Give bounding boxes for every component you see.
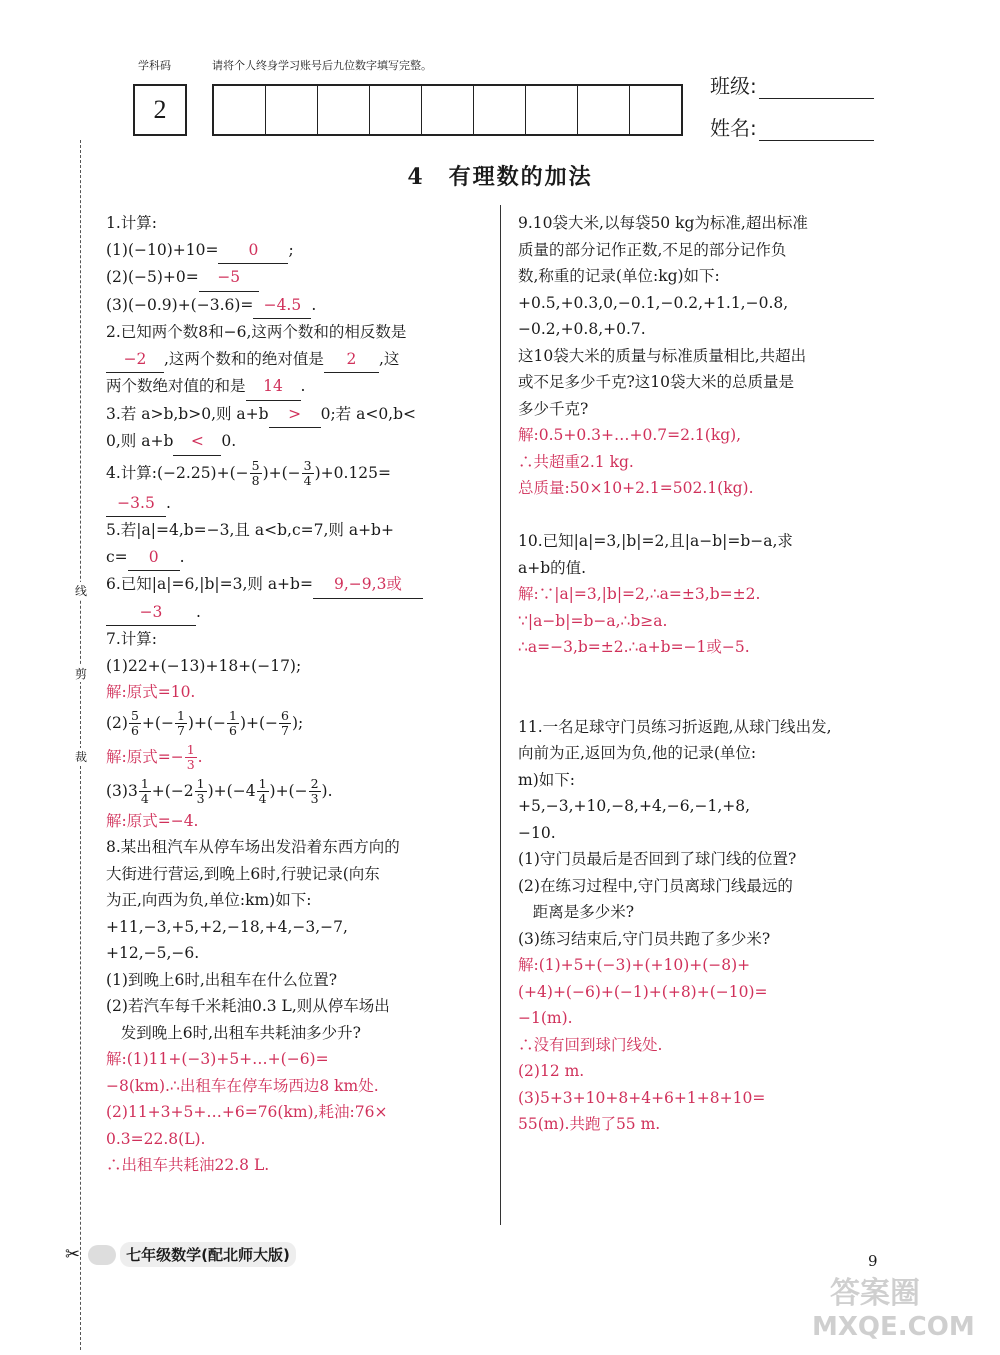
question-line [106, 456, 491, 490]
digit-cell[interactable] [526, 86, 578, 134]
text-run: −0.2,+0.8,+0.7. [518, 320, 646, 338]
text-run: ∴a=−3,b=±2.∴a+b=−1或−5. [518, 638, 750, 656]
question-line [518, 899, 898, 926]
question-line [518, 820, 898, 847]
text-run: (3)练习结束后,守门员共跑了多少米? [518, 929, 771, 948]
text-run: 7.计算: [106, 630, 158, 648]
answer-blank: 0 [218, 237, 288, 265]
answer-blank: 2 [324, 346, 379, 374]
question-line [106, 626, 491, 653]
text-run: 4.计算:(−2.25)+(− [106, 463, 249, 482]
text-run: 数,称重的记录(单位:kg)如下: [518, 267, 720, 285]
text-run: +11,−3,+5,+2,−18,+4,−3,−7, [106, 917, 348, 936]
fraction-denominator: 7 [176, 723, 185, 738]
answer-blank: < [173, 428, 221, 456]
text-run: 11.一名足球守门员练习折返跑,从球门线出发, [518, 717, 832, 736]
fraction-numerator: 1 [140, 776, 149, 791]
text-run: ∴共超重2.1 kg. [518, 452, 634, 471]
text-run: ,这两个数和的绝对值是 [164, 349, 324, 368]
digit-cell[interactable] [318, 86, 370, 134]
watermark-url: MXQE.COM [812, 1312, 975, 1342]
fraction-denominator: 6 [228, 723, 237, 738]
question-line [518, 767, 898, 794]
text-run: )+(− [187, 713, 226, 732]
text-run: 解:∵|a|=3,|b|=2,∴a=±3,b=±2. [518, 585, 761, 603]
text-run: 解:原式=− [106, 747, 184, 766]
text-run: (3)5+3+10+8+4+6+1+8+10= [518, 1088, 766, 1107]
text-run: 3.若 a>b,b>0,则 a+b [106, 404, 269, 423]
fraction [250, 459, 262, 488]
text-run: (1)到晚上6时,出租车在什么位置? [106, 970, 338, 989]
fraction [175, 709, 187, 738]
text-run: +5,−3,+10,−8,+4,−6,−1,+8, [518, 797, 751, 815]
cut-line [80, 140, 81, 1350]
text-run: 10.已知|a|=3,|b|=2,且|a−b|=b−a,求 [518, 532, 793, 550]
question-line [518, 263, 898, 290]
text-run: 或不足多少千克?这10袋大米的总质量是 [518, 373, 795, 391]
question-line [106, 428, 491, 456]
gear-icon [88, 1245, 116, 1265]
solution-line [518, 1005, 898, 1032]
solution-line [106, 808, 491, 835]
text-run: 2.已知两个数8和−6,这两个数和的相反数是 [106, 323, 407, 341]
fraction-denominator: 4 [140, 791, 149, 806]
question-line [518, 290, 898, 317]
fraction-denominator: 3 [186, 757, 195, 772]
fraction [257, 777, 269, 806]
text-run: )+(− [262, 463, 301, 482]
answer-blank: −3.5 [106, 490, 166, 518]
solution-line [518, 1111, 898, 1138]
text-run: 总质量:50×10+2.1=502.1(kg). [518, 479, 754, 497]
question-line [518, 316, 898, 343]
text-run: 55(m).共跑了55 m. [518, 1115, 661, 1133]
solution-line [106, 1073, 491, 1100]
solution-line [518, 449, 898, 476]
text-run: −8(km).∴出租车在停车场西边8 km处. [106, 1076, 379, 1095]
fraction [302, 459, 314, 488]
text-run: 0.3=22.8(L). [106, 1129, 206, 1148]
footer [65, 1242, 296, 1267]
question-line [518, 343, 898, 370]
question-line [518, 555, 898, 582]
fraction-numerator: 1 [176, 708, 185, 723]
text-run: 大街进行营运,到晚上6时,行驶记录(向东 [106, 864, 380, 883]
text-run: −10. [518, 823, 556, 842]
text-run: 解:原式=10. [106, 683, 196, 701]
text-run: ∴没有回到球门线处. [518, 1035, 663, 1054]
question-line [106, 1020, 491, 1047]
question-line [518, 873, 898, 900]
text-run: 解:(1)+5+(−3)+(+10)+(−8)+ [518, 956, 751, 974]
question-line [518, 926, 898, 953]
fraction-numerator: 6 [281, 708, 289, 723]
question-line [106, 346, 491, 374]
text-run: 0. [221, 432, 237, 450]
text-run: 5.若|a|=4,b=−3,且 a<b,c=7,则 a+b+ [106, 521, 394, 539]
question-line [518, 846, 898, 873]
question-line [518, 793, 898, 820]
class-label: 班级: [710, 74, 757, 98]
fraction-numerator: 2 [310, 776, 319, 791]
fraction [195, 777, 207, 806]
text-run: . [166, 493, 171, 512]
answer-blank: 9,−9,3或 [313, 571, 423, 599]
text-run: 两个数绝对值的和是 [106, 377, 246, 395]
digit-cell[interactable] [474, 86, 526, 134]
question-line [106, 940, 491, 967]
question-line [518, 714, 898, 741]
question-line [106, 237, 491, 265]
question-line [106, 599, 491, 627]
text-run: 解:(1)11+(−3)+5+…+(−6)= [106, 1050, 329, 1068]
text-run: (+4)+(−6)+(−1)+(+8)+(−10)= [518, 982, 768, 1001]
text-run: m)如下: [518, 770, 575, 789]
solution-line [106, 679, 491, 706]
question-line [518, 661, 898, 688]
fraction [139, 777, 151, 806]
cut-label-xian: 线 [75, 584, 88, 598]
question-line [106, 517, 491, 544]
question-line [518, 528, 898, 555]
cut-label-jian: 剪 [75, 667, 88, 681]
text-run: . [300, 377, 306, 395]
text-run: (3)3 [106, 781, 138, 800]
solution-line [106, 740, 491, 774]
text-run: ,这 [378, 349, 400, 368]
digit-cell[interactable] [630, 86, 681, 134]
fraction-numerator: 5 [130, 708, 139, 723]
answer-blank: −2 [106, 346, 164, 374]
question-line [106, 373, 491, 401]
text-run: 解:原式=−4. [106, 811, 199, 830]
fraction-numerator: 5 [251, 458, 260, 473]
fraction [309, 777, 321, 806]
name-field[interactable] [710, 112, 874, 141]
question-line [106, 319, 491, 346]
text-run: 为正,向西为负,单位:km)如下: [106, 891, 312, 909]
text-run: 向前为正,返回为负,他的记录(单位: [518, 744, 757, 762]
solution-line [518, 608, 898, 635]
question-line [106, 490, 491, 518]
solution-line [518, 952, 898, 979]
question-line [106, 571, 491, 599]
text-run: (1)22+(−13)+18+(−17); [106, 656, 302, 675]
answer-blank: −5 [199, 264, 259, 292]
answer-blank: 14 [246, 373, 301, 401]
text-run: 0,则 a+b [106, 432, 174, 450]
text-run: 解:0.5+0.3+…+0.7=2.1(kg), [518, 426, 742, 444]
fraction-denominator: 8 [251, 473, 260, 488]
question-line [106, 914, 491, 941]
text-run: . [179, 547, 185, 566]
text-run: +(− [141, 713, 174, 732]
class-line[interactable] [759, 78, 874, 99]
subject-code-box: 2 [133, 84, 187, 136]
fraction [279, 709, 291, 738]
fraction-numerator: 1 [228, 708, 237, 723]
fraction-numerator: 1 [196, 776, 205, 791]
question-line [106, 292, 491, 320]
text-run: 这10袋大米的质量与标准质量相比,共超出 [518, 346, 807, 365]
text-run: 发到晚上6时,出租车共耗油多少升? [106, 1023, 361, 1042]
text-run: (2)若汽车每千米耗油0.3 L,则从停车场出 [106, 997, 390, 1015]
text-run: (2)12 m. [518, 1062, 585, 1080]
question-line [106, 544, 491, 572]
answer-blank: > [269, 401, 321, 429]
answer-blank: −3 [106, 599, 196, 627]
text-run: 6.已知|a|=6,|b|=3,则 a+b= [106, 575, 313, 593]
left-column [106, 210, 491, 1179]
question-line [518, 369, 898, 396]
text-run: ); [291, 713, 304, 732]
fraction-denominator: 4 [258, 791, 267, 806]
solution-line [518, 422, 898, 449]
text-run: a+b的值. [518, 558, 587, 577]
solution-line [518, 581, 898, 608]
fraction-numerator: 3 [303, 458, 312, 473]
question-line [106, 653, 491, 680]
question-line [106, 834, 491, 861]
answer-blank: 0 [128, 544, 180, 572]
fraction [129, 709, 141, 738]
fraction-denominator: 6 [130, 723, 139, 738]
text-run: . [311, 295, 317, 314]
digit-cell[interactable] [370, 86, 422, 134]
digit-cell[interactable] [578, 86, 630, 134]
fraction-denominator: 7 [281, 723, 289, 738]
solution-line [518, 1058, 898, 1085]
account-instruction: 请将个人终身学习账号后九位数字填写完整。 [212, 59, 432, 72]
text-run: )+(− [269, 781, 308, 800]
text-run: ; [288, 240, 294, 259]
section-title: 4 有理数的加法 [407, 164, 593, 190]
question-line [106, 993, 491, 1020]
fraction-numerator: 1 [258, 776, 267, 791]
text-run: −1(m). [518, 1009, 573, 1027]
text-run: )+0.125= [314, 463, 392, 482]
subject-code-label: 学科码 [138, 59, 171, 72]
digit-cell[interactable] [422, 86, 474, 134]
column-divider [500, 205, 501, 1225]
text-run: 8.某出租汽车从停车场出发沿着东西方向的 [106, 838, 400, 856]
text-run: 0;若 a<0,b< [320, 404, 417, 423]
text-run: 1.计算: [106, 214, 158, 232]
text-run: (1)(−10)+10= [106, 240, 219, 259]
page-number: 9 [868, 1252, 878, 1270]
name-label: 姓名: [710, 116, 757, 140]
text-run: )+(− [239, 713, 279, 732]
answer-blank: −4.5 [253, 292, 311, 320]
text-run: +12,−5,−6. [106, 944, 200, 962]
text-run: 质量的部分记作正数,不足的部分记作负 [518, 240, 787, 259]
solution-line [106, 1099, 491, 1126]
question-line [106, 967, 491, 994]
fraction-denominator: 4 [303, 473, 312, 488]
text-run: (2)11+3+5+…+6=76(km),耗油:76× [106, 1103, 388, 1121]
digit-cell[interactable] [266, 86, 318, 134]
solution-line [106, 1126, 491, 1153]
question-line [518, 687, 898, 714]
scissors-icon: ✂ [65, 1244, 81, 1265]
digit-cell[interactable] [214, 86, 266, 134]
text-run: 9.10袋大米,以每袋50 kg为标准,超出标准 [518, 214, 808, 232]
text-run: 距离是多少米? [518, 903, 635, 921]
text-run: c= [106, 547, 128, 566]
text-run: 多少千克? [518, 399, 589, 418]
question-line [106, 401, 491, 429]
question-line [518, 396, 898, 423]
solution-line [518, 979, 898, 1006]
book-title: 七年级数学(配北师大版) [120, 1242, 296, 1267]
text-run: . [197, 747, 203, 766]
question-line [518, 237, 898, 264]
right-column [518, 210, 898, 1138]
question-line [106, 210, 491, 237]
text-run: . [196, 602, 201, 621]
fraction [185, 743, 197, 772]
text-run: ∴出租车共耗油22.8 L. [106, 1156, 270, 1174]
text-run: +(−2 [151, 781, 194, 800]
fraction-numerator: 1 [186, 742, 195, 757]
question-line [106, 264, 491, 292]
text-run: (2) [106, 713, 128, 732]
text-run: ). [321, 781, 333, 800]
text-run: (1)守门员最后是否回到了球门线的位置? [518, 850, 797, 868]
question-line [106, 861, 491, 888]
cut-label-cai: 裁 [75, 750, 88, 764]
text-run: )+(−4 [207, 781, 256, 800]
text-run: (2)在练习过程中,守门员离球门线最远的 [518, 876, 793, 895]
solution-line [518, 475, 898, 502]
solution-line [518, 1032, 898, 1059]
solution-line [518, 634, 898, 661]
question-line [518, 502, 898, 529]
text-run: (3)(−0.9)+(−3.6)= [106, 295, 254, 314]
question-line [106, 706, 491, 740]
watermark-logo: 答案圈 [830, 1276, 920, 1311]
question-line [518, 740, 898, 767]
question-line [106, 774, 491, 808]
question-line [106, 887, 491, 914]
text-run: ∵|a−b|=b−a,∴b≥a. [518, 611, 668, 630]
fraction-denominator: 3 [310, 791, 319, 806]
solution-line [518, 1085, 898, 1112]
question-line [518, 210, 898, 237]
solution-line [106, 1046, 491, 1073]
class-field[interactable] [710, 70, 874, 99]
text-run: +0.5,+0.3,0,−0.1,−0.2,+1.1,−0.8, [518, 293, 789, 312]
fraction [227, 709, 239, 738]
text-run: (2)(−5)+0= [106, 268, 199, 286]
solution-line [106, 1152, 491, 1179]
fraction-denominator: 3 [196, 791, 205, 806]
name-line[interactable] [759, 120, 874, 141]
account-digit-grid[interactable] [212, 84, 683, 136]
